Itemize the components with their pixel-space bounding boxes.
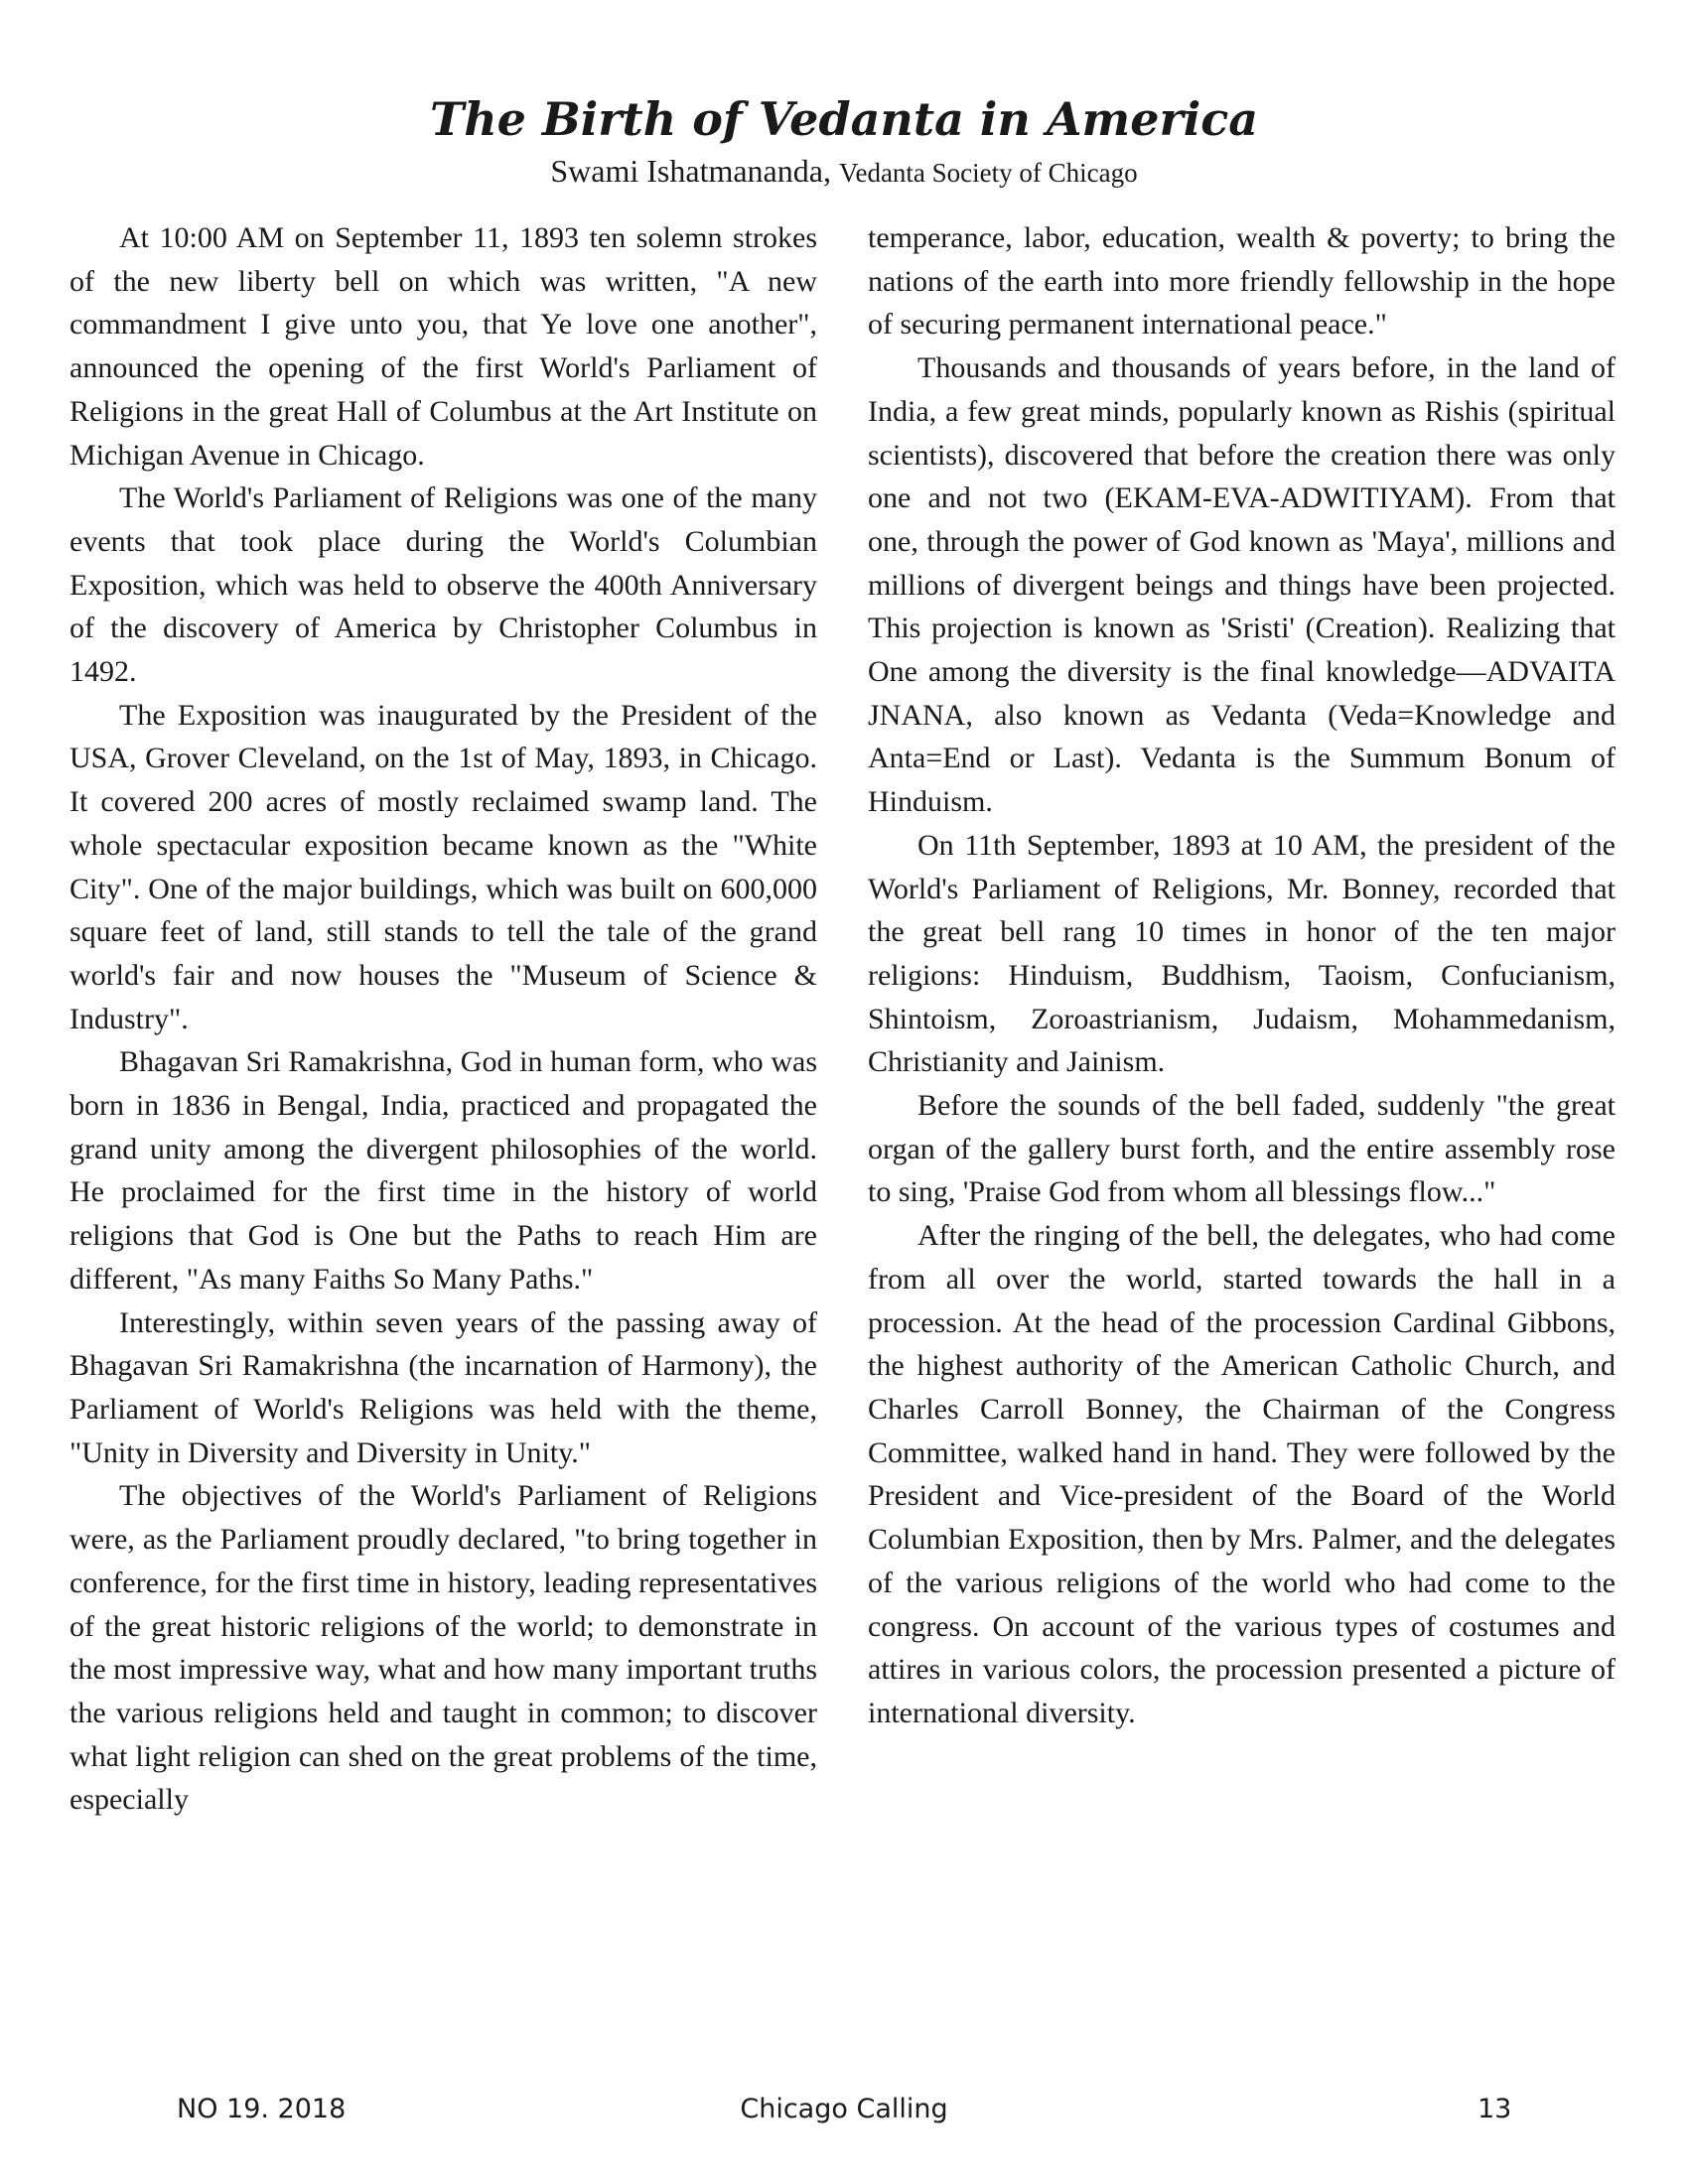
paragraph: Before the sounds of the bell faded, suddenly "the great organ of the gallery burst forth, and the entire assembly rose to sing, 'Praise God from whom all blessings flow..." — [868, 1089, 1616, 1209]
right-column — [868, 216, 1616, 1735]
footer-page-number: 13 — [1477, 2094, 1512, 2124]
left-column — [70, 216, 817, 1822]
author-organization: Vedanta Society of Chicago — [838, 158, 1138, 188]
footer-publication: Chicago Calling — [740, 2094, 948, 2124]
paragraph: At 10:00 AM on September 11, 1893 ten solemn strokes of the new liberty bell on which was written, "A new commandment I give unto you, that Ye love one another", announced the opening of the first World's Parliament of Religions in the great Hall of Columbus at the Art Institute on Michigan Avenue in Chicago. — [70, 221, 817, 472]
paragraph: On 11th September, 1893 at 10 AM, the president of the World's Parliament of Religions, Mr. Bonney, recorded that the great bell rang 10 times in honor of the ten major religions: Hinduism, Buddhism, Taoism, Confucianism, Shintoism, Zoroastrianism, Judaism, Mohammedanism, Christianity and Jainism. — [868, 828, 1616, 1079]
paragraph: Bhagavan Sri Ramakrishna, God in human form, who was born in 1836 in Bengal, India, practiced and propagated the grand unity among the divergent philosophies of the world. He proclaimed for the first time in the history of world religions that God is One but the Paths to reach Him are different, "As many Faiths So Many Paths." — [70, 1045, 817, 1296]
paragraph: Interestingly, within seven years of the passing away of Bhagavan Sri Ramakrishna (the incarnation of Harmony), the Parliament of World's Religions was held with the theme, "Unity in Diversity and Diversity in Unity." — [70, 1305, 817, 1469]
paragraph: After the ringing of the bell, the delegates, who had come from all over the world, started towards the hall in a procession. At the head of the procession Cardinal Gibbons, the highest authority of the American Catholic Church, and Charles Carroll Bonney, the Chairman of the Congress Committee, walked hand in hand. They were followed by the President and Vice-president of the Board of the World Columbian Exposition, then by Mrs. Palmer, and the delegates of the various religions of the world who had come to the congress. On account of the various types of costumes and attires in various colors, the procession presented a picture of international diversity. — [868, 1219, 1616, 1729]
paragraph: Thousands and thousands of years before, in the land of India, a few great minds, popularly known as Rishis (spiritual scientists), discovered that before the creation there was only one and not two (EKAM-EVA-ADWITIYAM). From that one, through the power of God known as 'Maya', millions and millions of divergent beings and things have been projected. This projection is known as 'Sristi' (Creation). Realizing that One among the diversity is the final knowledge—ADVAITA JNANA, also known as Vedanta (Veda=Knowledge and Anta=End or Last). Vedanta is the Summum Bonum of Hinduism. — [868, 351, 1616, 819]
paragraph: The Exposition was inaugurated by the President of the USA, Grover Cleveland, on the 1st of May, 1893, in Chicago. It covered 200 acres of mostly reclaimed swamp land. The whole spectacular exposition became known as the "White City". One of the major buildings, which was built on 600,000 square feet of land, still stands to tell the tale of the grand world's fair and now houses the "Museum of Science & Industry". — [70, 698, 817, 1035]
paragraph: The objectives of the World's Parliament of Religions were, as the Parliament proudly declared, "to bring together in conference, for the first time in history, leading representatives of the great historic religions of the world; to demonstrate in the most impressive way, what and how many important truths the various religions held and taught in common; to discover what light religion can shed on the great problems of the time, especially — [70, 1479, 817, 1817]
author-name: Swami Ishatmananda, — [550, 153, 831, 189]
byline — [0, 151, 1688, 193]
paragraph-continued: temperance, labor, education, wealth & poverty; to bring the nations of the earth into more friendly fellowship in the hope of securing permanent international peace." — [868, 221, 1616, 341]
paragraph: The World's Parliament of Religions was one of the many events that took place during the World's Columbian Exposition, which was held to observe the 400th Anniversary of the discovery of America by Christopher Columbus in 1492. — [70, 481, 817, 689]
article-title: The Birth of Vedanta in America — [429, 92, 1259, 146]
footer-issue: NO 19. 2018 — [177, 2094, 347, 2124]
